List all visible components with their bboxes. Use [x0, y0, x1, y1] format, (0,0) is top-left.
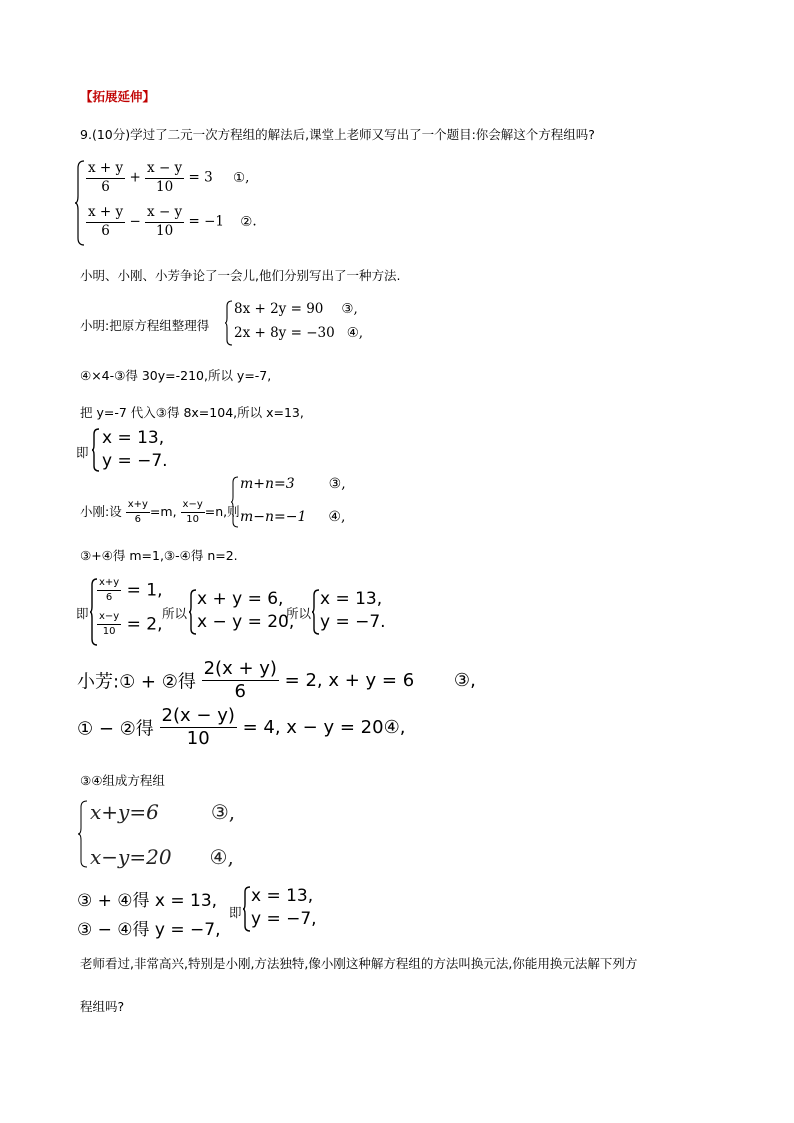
xiaofang-ji: 即	[229, 905, 242, 920]
xiaofang-final-x: x = 13,	[251, 886, 314, 906]
left-brace-icon	[74, 160, 86, 246]
left-brace-icon	[224, 300, 234, 346]
xiaoming-prefix: 小明:把原方程组整理得	[80, 318, 210, 333]
closing-line-1: 老师看过,非常高兴,特别是小刚,方法独特,像小刚这种解方程组的方法叫换元法,你能用换元法解下列方	[80, 956, 638, 971]
left-brace-icon	[230, 476, 240, 528]
xiaoming-substitute: 把 y=-7 代入③得 8x=104,所以 x=13,	[80, 405, 304, 420]
xiaoming-solution-x: x = 13,	[102, 428, 165, 448]
xiaogang-suoyi-1: 所以	[162, 606, 188, 621]
xiaogang-eq1: m+n=3 ③,	[240, 476, 346, 492]
xiaofang-final-y: y = −7,	[251, 909, 317, 929]
question-number: 9.	[80, 127, 92, 142]
xiaofang-line1: 小芳:① + ②得 $\frac{2(x + y)}{6}$ = 2, x + y = 6 ③,	[77, 658, 476, 702]
section-title: 【拓展延伸】	[80, 89, 156, 104]
xiaofang-result-2: ③ − ④得 y = −7,	[77, 920, 221, 940]
equation-1: $\frac{x + y}{6}$ + $\frac{x - y}{10}$ = 3 ①,	[88, 160, 250, 195]
equation-2: $\frac{x + y}{6}$ − $\frac{x - y}{10}$ = −1 ②.	[88, 204, 257, 239]
left-brace-icon	[91, 428, 101, 472]
xiaoming-ji: 即	[76, 445, 89, 460]
xiaogang-eq2: m−n=−1 ④,	[240, 509, 346, 525]
closing-line-2: 程组吗?	[80, 999, 125, 1014]
xiaogang-d1: x = 13,	[320, 589, 383, 609]
question-line	[80, 125, 595, 143]
xiaoming-step: ④×4-③得 30y=-210,所以 y=-7,	[80, 368, 272, 383]
xiaoming-solution-y: y = −7.	[102, 451, 168, 471]
xiaogang-frac-eq1: $\frac{x+y}{6}$ = 1,	[99, 577, 163, 603]
xiaogang-d2: y = −7.	[320, 612, 386, 632]
xiaogang-c2: x − y = 20,	[197, 612, 295, 632]
xiaofang-line2: ① − ②得 $\frac{2(x - y)}{10}$ = 4, x − y = 20④,	[77, 705, 406, 749]
intro-line: 小明、小刚、小芳争论了一会儿,他们分别写出了一种方法.	[80, 268, 401, 283]
xiaoming-eq4: 2x + 8y = −30 ④,	[234, 325, 364, 341]
left-brace-icon	[77, 800, 89, 868]
xiaogang-ji: 即	[76, 606, 89, 621]
xiaofang-result-1: ③ + ④得 x = 13,	[77, 891, 218, 911]
xiaofang-system-eq1: x+y=6 ③,	[90, 800, 236, 824]
xiaogang-step: ③+④得 m=1,③-④得 n=2.	[80, 548, 238, 563]
xiaoming-eq3: 8x + 2y = 90 ③,	[234, 301, 358, 317]
xiaogang-suoyi-2: 所以	[286, 606, 312, 621]
xiaogang-c1: x + y = 6,	[197, 589, 284, 609]
question-score: (10分)	[91, 127, 131, 142]
xiaogang-frac-eq2: $\frac{x-y}{10}$ = 2,	[99, 611, 163, 637]
xiaofang-system-eq2: x−y=20 ④,	[90, 845, 234, 869]
xiaofang-combine: ③④组成方程组	[80, 773, 165, 788]
question-text: 学过了二元一次方程组的解法后,课堂上老师又写出了一个题目:你会解这个方程组吗?	[130, 127, 595, 142]
xiaogang-setup: 小刚:设 $\frac{x+y}{6}$ =m, $\frac{x-y}{10}$ =n,则	[80, 499, 240, 525]
